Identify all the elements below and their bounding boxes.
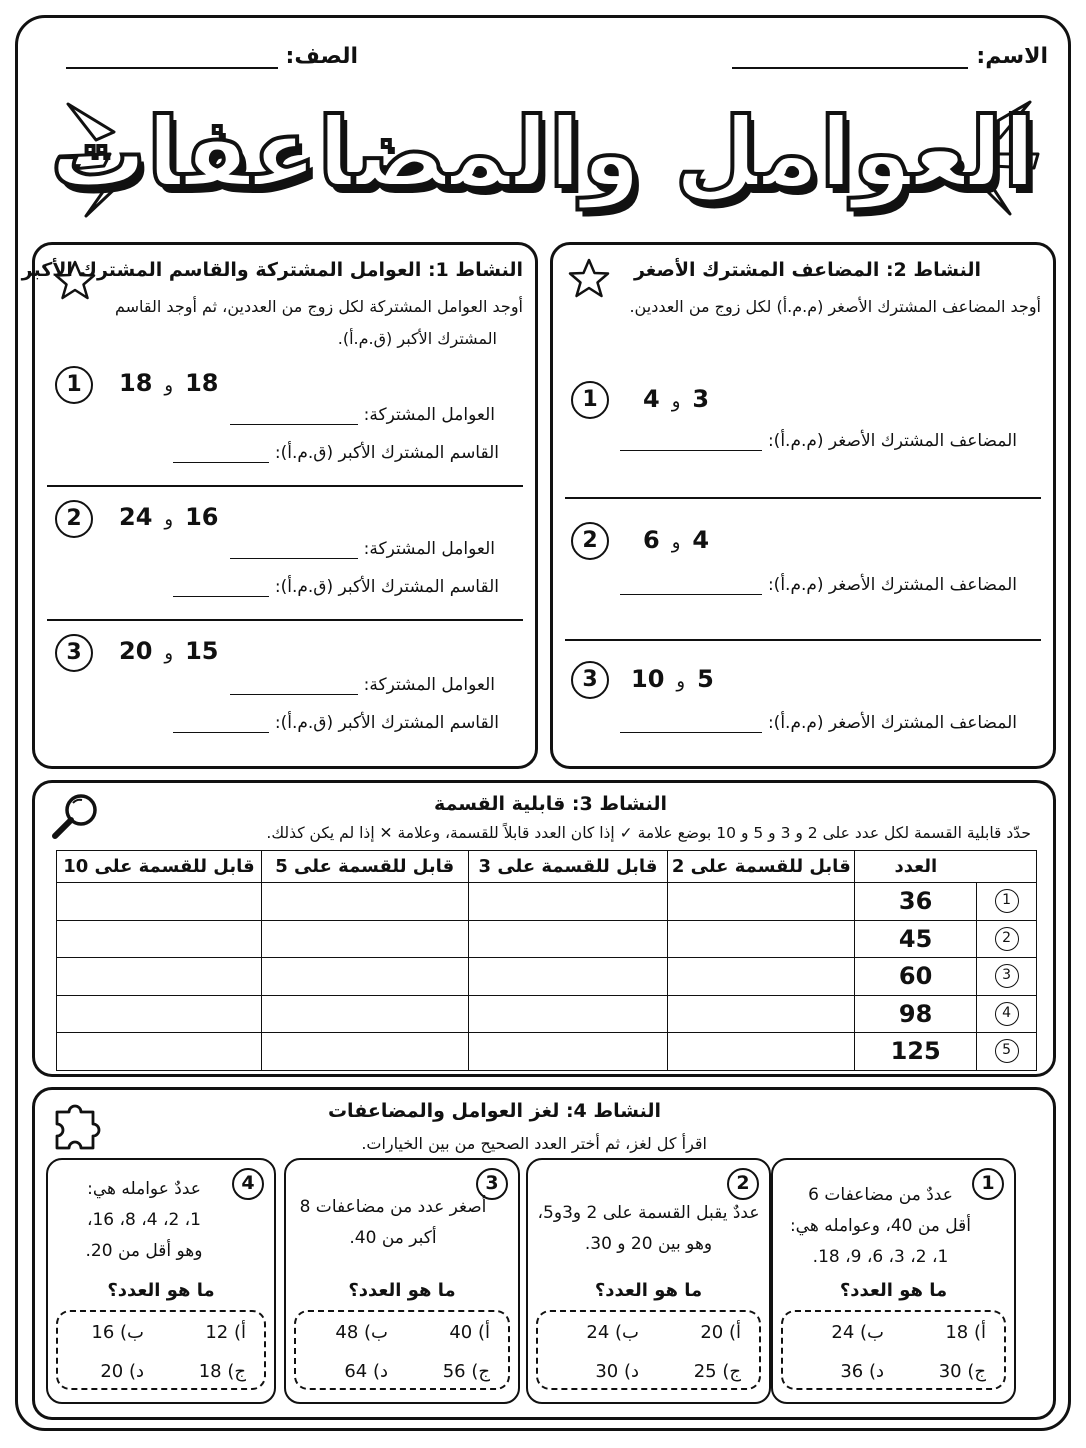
riddle-question: ما هو العدد؟ xyxy=(594,1280,703,1301)
row-number-value: 125 xyxy=(855,1033,977,1071)
riddle-text: أصغر عدد من مضاعفات 8 أكبر من 40. xyxy=(299,1197,487,1248)
check-cell[interactable] xyxy=(668,920,855,958)
question-number: 1 xyxy=(55,366,93,404)
check-cell[interactable] xyxy=(468,883,668,921)
pair-first: 15 xyxy=(185,637,219,665)
check-cell[interactable] xyxy=(668,1033,855,1071)
common-factors-label: العوامل المشتركة: xyxy=(363,675,495,695)
option-b[interactable]: ب) 16 xyxy=(91,1322,144,1343)
table-header: قابل للقسمة على 10 xyxy=(57,851,262,883)
check-cell[interactable] xyxy=(261,958,468,996)
row-number: 2 xyxy=(995,927,1019,951)
common-factors-label: العوامل المشتركة: xyxy=(363,405,495,425)
row-number: 3 xyxy=(995,964,1019,988)
check-cell[interactable] xyxy=(261,920,468,958)
riddle-number: 4 xyxy=(232,1168,264,1200)
riddle-card xyxy=(46,1158,276,1404)
class-label: الصف: xyxy=(285,44,358,69)
riddle-text: عددٌ من مضاعفات 6 أقل من 40، وعوامله هي: 1، 2، 3، 6، 9، 18. xyxy=(789,1185,972,1267)
common-factors-answer[interactable] xyxy=(230,405,495,425)
riddle-options xyxy=(56,1310,266,1390)
gcf-answer[interactable] xyxy=(173,713,499,733)
table-row xyxy=(57,883,1037,921)
option-a[interactable]: أ) 18 xyxy=(945,1322,986,1343)
check-cell[interactable] xyxy=(468,1033,668,1071)
answer-line[interactable] xyxy=(620,717,762,733)
row-index xyxy=(977,1033,1037,1071)
pair-first: 4 xyxy=(692,526,710,554)
pair-and: و xyxy=(676,671,686,692)
name-line[interactable] xyxy=(732,49,968,69)
option-d[interactable]: د) 30 xyxy=(595,1361,639,1382)
option-b[interactable]: ب) 48 xyxy=(335,1322,388,1343)
number-pair xyxy=(119,503,219,531)
lcm-label: المضاعف المشترك الأصغر (م.م.أ): xyxy=(767,575,1017,595)
name-field[interactable] xyxy=(732,44,1048,69)
check-cell[interactable] xyxy=(261,1033,468,1071)
activity1-card xyxy=(21,242,538,769)
option-d[interactable]: د) 36 xyxy=(840,1361,884,1382)
activity2-title: النشاط 2: المضاعف المشترك الأصغر xyxy=(633,259,981,281)
pair-and: و xyxy=(164,509,174,530)
row-index xyxy=(977,883,1037,921)
row-index xyxy=(977,920,1037,958)
table-row xyxy=(57,1033,1037,1071)
check-cell[interactable] xyxy=(57,958,262,996)
activity1-desc-line2: المشترك الأكبر (ق.م.أ). xyxy=(337,329,497,348)
pair-second: 20 xyxy=(119,637,153,665)
pair-first: 3 xyxy=(692,385,710,413)
option-b[interactable]: ب) 24 xyxy=(586,1322,639,1343)
check-cell[interactable] xyxy=(468,920,668,958)
riddle-options xyxy=(781,1310,1006,1390)
answer-line[interactable] xyxy=(173,581,269,597)
page-title: العوامل والمضاعفات xyxy=(50,97,1036,209)
pair-and: و xyxy=(164,643,174,664)
common-factors-label: العوامل المشتركة: xyxy=(363,539,495,559)
row-number-value: 36 xyxy=(855,883,977,921)
option-c[interactable]: ج) 25 xyxy=(693,1361,741,1382)
riddle-options xyxy=(536,1310,761,1390)
riddle-options xyxy=(294,1310,510,1390)
riddle-card xyxy=(526,1158,771,1404)
row-number: 5 xyxy=(995,1039,1019,1063)
divisibility-table xyxy=(56,850,1037,1071)
question-number: 3 xyxy=(55,634,93,672)
activity3-title: النشاط 3: قابلية القسمة xyxy=(434,793,667,815)
number-pair xyxy=(643,385,709,413)
riddle-question: ما هو العدد؟ xyxy=(839,1280,948,1301)
check-cell[interactable] xyxy=(57,883,262,921)
check-cell[interactable] xyxy=(668,883,855,921)
check-cell[interactable] xyxy=(468,958,668,996)
table-header-index xyxy=(977,851,1037,883)
activity3-desc: حدّد قابلية القسمة لكل عدد على 2 و 3 و 5 و 10 بوضع علامة ✓ إذا كان العدد قابلاً للقسمة، وعلامة ✕ إذا لم يكن كذلك. xyxy=(266,824,1031,842)
pair-second: 24 xyxy=(119,503,153,531)
row-number-value: 60 xyxy=(855,958,977,996)
class-field[interactable] xyxy=(66,44,358,69)
answer-line[interactable] xyxy=(620,435,762,451)
common-factors-answer[interactable] xyxy=(230,675,495,695)
check-cell[interactable] xyxy=(261,883,468,921)
pair-second: 4 xyxy=(643,385,660,413)
lcm-label: المضاعف المشترك الأصغر (م.م.أ): xyxy=(767,431,1017,451)
pair-and: و xyxy=(164,375,174,396)
riddle-question: ما هو العدد؟ xyxy=(348,1280,456,1301)
gcf-label: القاسم المشترك الأكبر (ق.م.أ): xyxy=(274,713,499,733)
gcf-answer[interactable] xyxy=(173,443,499,463)
check-cell[interactable] xyxy=(57,920,262,958)
table-row xyxy=(57,958,1037,996)
table-header: العدد xyxy=(855,851,977,883)
riddle-question: ما هو العدد؟ xyxy=(107,1280,215,1301)
pair-second: 18 xyxy=(119,369,153,397)
answer-line[interactable] xyxy=(230,409,358,425)
gcf-label: القاسم المشترك الأكبر (ق.م.أ): xyxy=(274,577,499,597)
answer-line[interactable] xyxy=(173,717,269,733)
activity4-desc: اقرأ كل لغز، ثم أختر العدد الصحيح من بين الخيارات. xyxy=(361,1134,707,1153)
riddle-number: 2 xyxy=(727,1168,759,1200)
riddle-number: 1 xyxy=(972,1168,1004,1200)
puzzle-icon xyxy=(53,1098,105,1150)
gcf-answer[interactable] xyxy=(173,577,499,597)
option-c[interactable]: ج) 30 xyxy=(938,1361,986,1382)
table-header-row xyxy=(57,851,1037,883)
riddle-card xyxy=(284,1158,520,1404)
lcm-answer[interactable] xyxy=(620,575,1017,595)
number-pair xyxy=(119,369,219,397)
name-label: الاسم: xyxy=(976,44,1048,69)
answer-line[interactable] xyxy=(230,679,358,695)
lcm-answer[interactable] xyxy=(620,713,1017,733)
riddle-text: عددٌ يقبل القسمة على 2 و3و5، وهو بين 20 و 30. xyxy=(537,1203,760,1254)
riddle-text: عددٌ عوامله هي: 1، 2، 4، 8، 16، وهو أقل من 20. xyxy=(85,1179,203,1261)
option-d[interactable]: د) 20 xyxy=(100,1361,144,1382)
activity2-desc: أوجد المضاعف المشترك الأصغر (م.م.أ) لكل زوج من العددين. xyxy=(629,297,1041,316)
row-number-value: 45 xyxy=(855,920,977,958)
lcm-answer[interactable] xyxy=(620,431,1017,451)
activity1-title: النشاط 1: العوامل المشتركة والقاسم المشترك الأكبر xyxy=(21,259,523,281)
number-pair xyxy=(643,526,709,554)
answer-line[interactable] xyxy=(173,447,269,463)
row-number: 4 xyxy=(995,1002,1019,1026)
table-row xyxy=(57,920,1037,958)
question-number: 2 xyxy=(571,522,609,560)
class-line[interactable] xyxy=(66,49,278,69)
pair-second: 6 xyxy=(643,526,660,554)
pair-first: 16 xyxy=(185,503,219,531)
question-number: 1 xyxy=(571,381,609,419)
check-cell[interactable] xyxy=(57,995,262,1033)
magnifier-icon xyxy=(49,791,101,843)
check-cell[interactable] xyxy=(668,958,855,996)
option-a[interactable]: أ) 12 xyxy=(205,1322,246,1343)
option-a[interactable]: أ) 20 xyxy=(700,1322,741,1343)
row-number-value: 98 xyxy=(855,995,977,1033)
check-cell[interactable] xyxy=(261,995,468,1033)
table-header: قابل للقسمة على 2 xyxy=(668,851,855,883)
row-index xyxy=(977,958,1037,996)
row-number: 1 xyxy=(995,889,1019,913)
check-cell[interactable] xyxy=(468,995,668,1033)
check-cell[interactable] xyxy=(57,1033,262,1071)
answer-line[interactable] xyxy=(230,543,358,559)
activity4-title: النشاط 4: لغز العوامل والمضاعفات xyxy=(327,1100,661,1122)
answer-line[interactable] xyxy=(620,579,762,595)
activity2-card xyxy=(550,242,1056,769)
table-row xyxy=(57,995,1037,1033)
divider xyxy=(565,497,1041,499)
divider xyxy=(565,639,1041,641)
title-banner xyxy=(0,88,1086,228)
table-header: قابل للقسمة على 5 xyxy=(261,851,468,883)
option-b[interactable]: ب) 24 xyxy=(831,1322,884,1343)
gcf-label: القاسم المشترك الأكبر (ق.م.أ): xyxy=(274,443,499,463)
table-header: قابل للقسمة على 3 xyxy=(468,851,668,883)
divider xyxy=(47,485,523,487)
pair-second: 10 xyxy=(631,665,665,693)
riddle-card xyxy=(771,1158,1016,1404)
question-number: 2 xyxy=(55,500,93,538)
divider xyxy=(47,619,523,621)
common-factors-answer[interactable] xyxy=(230,539,495,559)
number-pair xyxy=(119,637,219,665)
lcm-label: المضاعف المشترك الأصغر (م.م.أ): xyxy=(767,713,1017,733)
check-cell[interactable] xyxy=(668,995,855,1033)
pair-first: 18 xyxy=(185,369,219,397)
row-index xyxy=(977,995,1037,1033)
question-number: 3 xyxy=(571,661,609,699)
option-a[interactable]: أ) 40 xyxy=(449,1322,490,1343)
option-c[interactable]: ج) 18 xyxy=(198,1361,246,1382)
option-c[interactable]: ج) 56 xyxy=(442,1361,490,1382)
number-pair xyxy=(631,665,714,693)
pair-and: و xyxy=(671,532,681,553)
activity1-desc-line1: أوجد العوامل المشتركة لكل زوج من العددين، ثم أوجد القاسم xyxy=(115,297,523,316)
pair-first: 5 xyxy=(697,665,714,693)
option-d[interactable]: د) 64 xyxy=(344,1361,388,1382)
riddle-number: 3 xyxy=(476,1168,508,1200)
star-icon xyxy=(567,257,611,301)
pair-and: و xyxy=(671,391,681,412)
